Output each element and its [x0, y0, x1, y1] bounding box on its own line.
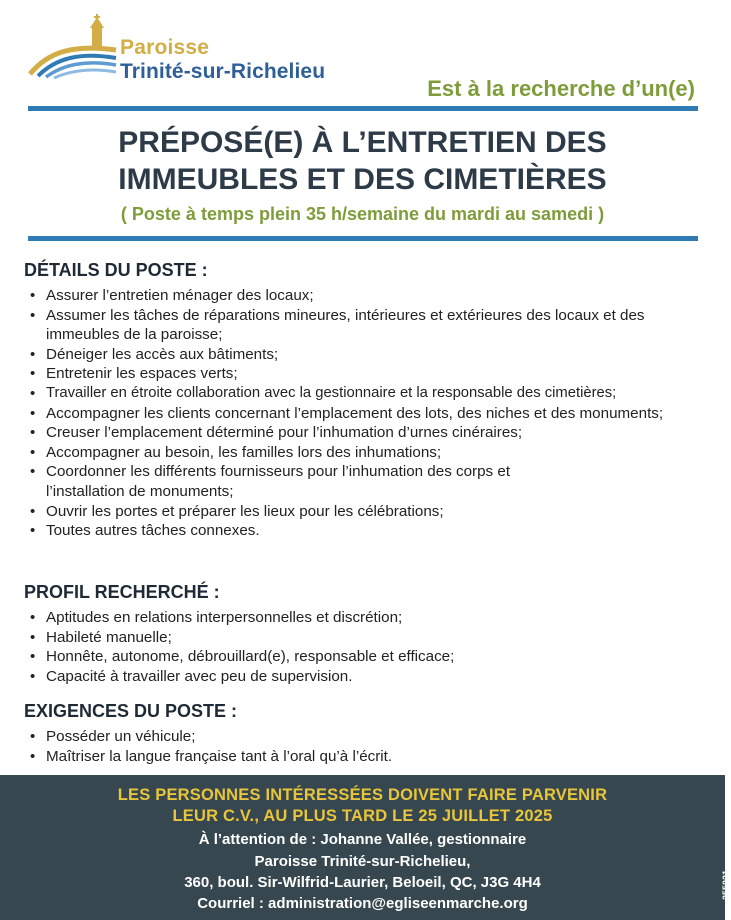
church-wave-logo-icon [28, 14, 118, 80]
list-item: • Posséder un véhicule; [24, 727, 714, 747]
list-item: • Capacité à travailler avec peu de supervision. [24, 667, 714, 687]
job-title-line2: IMMEUBLES ET DES CIMETIÈRES [118, 163, 607, 196]
footer-parish: Paroisse Trinité-sur-Richelieu, [254, 853, 471, 870]
job-schedule: ( Poste à temps plein 35 h/semaine du mardi au samedi ) [120, 204, 605, 224]
footer-address: 360, boul. Sir-Wilfrid-Laurier, Beloeil, QC, J3G 4H4 [184, 874, 541, 891]
list-item: • Aptitudes en relations interpersonnelles et discrétion; [24, 608, 714, 628]
ad-code: 255021 [721, 870, 731, 901]
section-heading-profil: PROFIL RECHERCHÉ : [24, 582, 220, 602]
section-heading-details: DÉTAILS DU POSTE : [24, 260, 208, 280]
section-heading-exigences: EXIGENCES DU POSTE : [24, 701, 238, 721]
list-item: • Accompagner les clients concernant l’emplacement des lots, des niches et des monuments; [24, 404, 664, 424]
footer-apply-line1: LES PERSONNES INTÉRESSÉES DOIVENT FAIRE PARVENIR [117, 786, 608, 804]
list-item: • Creuser l’emplacement déterminé pour l’inhumation d’urnes cinéraires; [24, 423, 704, 443]
footer-apply-line2: LEUR C.V., AU PLUS TARD LE 25 JUILLET 2025 [172, 807, 553, 825]
list-item: • Assumer les tâches de réparations mineures, intérieures et extérieures des locaux et des immeubles de la paroisse; [24, 306, 664, 345]
list-item: • Habileté manuelle; [24, 628, 714, 648]
list-item: • Coordonner les différents fournisseurs pour l’inhumation des corps et l’installation de monuments; [24, 462, 584, 501]
list-item: • Honnête, autonome, débrouillard(e), responsable et efficace; [24, 647, 714, 667]
details-list [24, 286, 664, 541]
list-item: • Travailler en étroite collaboration avec la gestionnaire et la responsable des cimetières; [24, 384, 724, 404]
list-item: • Toutes autres tâches connexes. [24, 521, 664, 541]
job-title-line1: PRÉPOSÉ(E) À L’ENTRETIEN DES [118, 126, 607, 159]
seeking-heading: Est à la recherche d’un(e) [427, 76, 695, 101]
header [0, 0, 725, 110]
profil-list [24, 608, 714, 686]
divider-top [28, 106, 698, 111]
parish-logo [28, 14, 348, 84]
exigences-list [24, 727, 714, 766]
footer-attention: À l’attention de : Johanne Vallée, gestionnaire [198, 831, 527, 848]
divider-bottom [28, 236, 698, 241]
list-item: • Maîtriser la langue française tant à l’oral qu’à l’écrit. [24, 747, 714, 767]
footer-email: Courriel : administration@egliseenmarche.org [197, 895, 528, 912]
list-item: • Assurer l’entretien ménager des locaux; [24, 286, 664, 306]
list-item: • Accompagner au besoin, les familles lors des inhumations; [24, 443, 664, 463]
list-item: • Ouvrir les portes et préparer les lieux pour les célébrations; [24, 502, 664, 522]
logo-text-paroisse: Paroisse [120, 36, 210, 59]
logo-text-parish-name: Trinité-sur-Richelieu [120, 60, 326, 83]
list-item: • Entretenir les espaces verts; [24, 364, 664, 384]
list-item: • Déneiger les accès aux bâtiments; [24, 345, 664, 365]
